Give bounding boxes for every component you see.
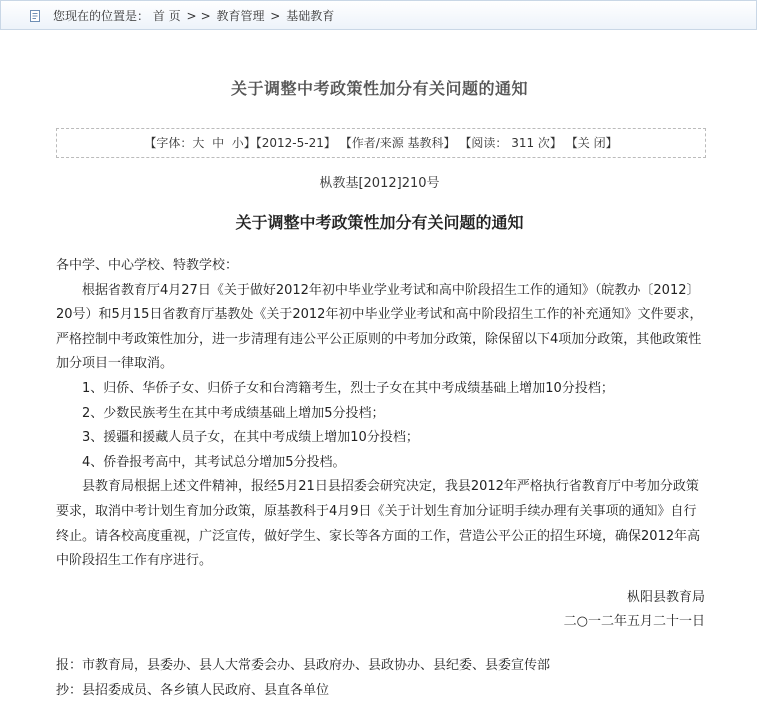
body-paragraph: 县教育局根据上述文件精神，报经5月21日县招委会研究决定，我县2012年严格执行省教育厅中考加分政策要求，取消中考计划生育加分政策，原基教科于4月9日《关于计划生育加分证明手续办理有关事项的通知》自行终止。请各校高度重视，广泛宣传，做好学生、家长等各方面的工作，营造公平公正的招生环境，确保2012年高中阶段招生工作有序进行。 [56,479,701,569]
list-item: 4、侨眷报考高中，其考试总分增加5分投档。 [82,454,346,470]
copy-to-line: 抄：县招委成员、各乡镇人民政府、县直各单位 [56,683,330,698]
breadcrumb-home-link[interactable]: 首 页 [152,9,181,23]
breadcrumb-category-link[interactable]: 教育管理 [216,9,265,23]
view-count: 【阅读： 311 次】 [459,136,562,150]
font-size-medium-link[interactable]: 中 [212,136,225,150]
list-item: 2、少数民族考生在其中考成绩基础上增加5分投档； [82,405,385,421]
font-size-large-link[interactable]: 大 [192,136,205,150]
font-size-close-bracket: 】 [243,136,256,150]
article-body [56,254,708,574]
breadcrumb-prefix: 您现在的位置是： [53,9,150,23]
body-paragraph: 根据省教育厅4月27日《关于做好2012年初中毕业学业考试和高中阶段招生工作的通知》（皖教办〔2012〕20号）和5月15日省教育厅基教处《关于2012年初中毕业学业考试和高中阶段招生工作的补充通知》文件要求，严格控制中考政策性加分，进一步清理有违公平公正原则的中考加分政策，除保留以下4项加分政策，其他政策性加分项目一律取消。 [56,282,703,372]
font-size-label: 【字体： [144,136,193,150]
author-source: 【作者/来源 基教科】 [339,136,456,150]
font-size-small-link[interactable]: 小 [231,136,244,150]
list-item: 1、归侨、华侨子女、归侨子女和台湾籍考生，烈士子女在其中考成绩基础上增加10分投档； [82,380,614,396]
breadcrumb-trail [53,1,334,31]
close-window-link[interactable]: 【关 闭】 [565,136,618,150]
breadcrumb-separator: > [200,9,211,23]
salutation: 各中学、中心学校、特教学校： [56,258,239,273]
report-to-line: 报：市教育局，县委办、县人大常委会办、县政府办、县政协办、县纪委、县委宣传部 [56,658,551,673]
breadcrumb-separator: > [270,9,281,23]
page-title: 关于调整中考政策性加分有关问题的通知 [230,79,528,98]
publish-date: 【2012-5-21】 [255,136,336,150]
list-item: 3、援疆和援藏人员子女，在其中考成绩上增加10分投档； [82,430,419,446]
article-meta-bar [56,128,706,158]
breadcrumb-separator: > [186,9,197,23]
document-title: 关于调整中考政策性加分有关问题的通知 [235,213,524,232]
breadcrumb [0,0,757,30]
signature-date: 二○一二年五月二十一日 [563,614,705,629]
signature-organization: 枞阳县教育局 [626,590,705,605]
document-icon [29,10,41,22]
document-number: 枞教基[2012]210号 [319,176,440,191]
breadcrumb-subcategory-link[interactable]: 基础教育 [286,9,335,23]
